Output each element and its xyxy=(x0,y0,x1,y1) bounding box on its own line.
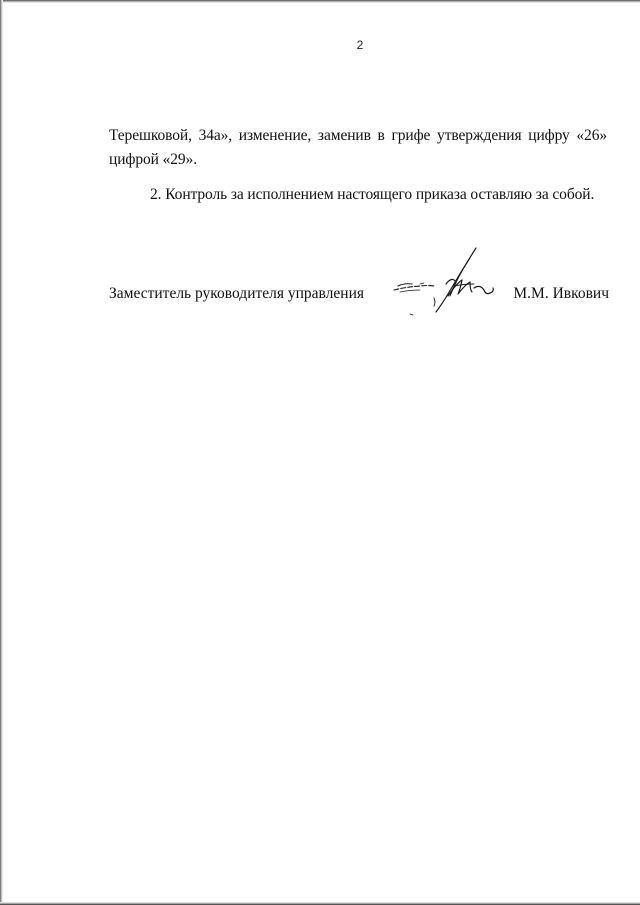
paragraph-1 xyxy=(109,124,607,172)
signature-block xyxy=(109,285,609,315)
page-number: 2 xyxy=(356,38,364,52)
handwritten-signature xyxy=(390,240,500,320)
scan-edge-top xyxy=(0,0,640,3)
paragraph-2: 2. Контроль за исполнением настоящего приказа оставляю за собой. xyxy=(150,186,595,203)
paragraph-1-line-2: цифрой «29». xyxy=(109,151,197,168)
signer-position-title: Заместитель руководителя управления xyxy=(109,285,365,302)
signer-name: М.М. Ивкович xyxy=(513,285,609,302)
paragraph-1-line-1: Терешковой, 34а», изменение, заменив в грифе утверждения цифру «26» xyxy=(109,127,607,144)
scan-edge-left xyxy=(0,0,3,905)
